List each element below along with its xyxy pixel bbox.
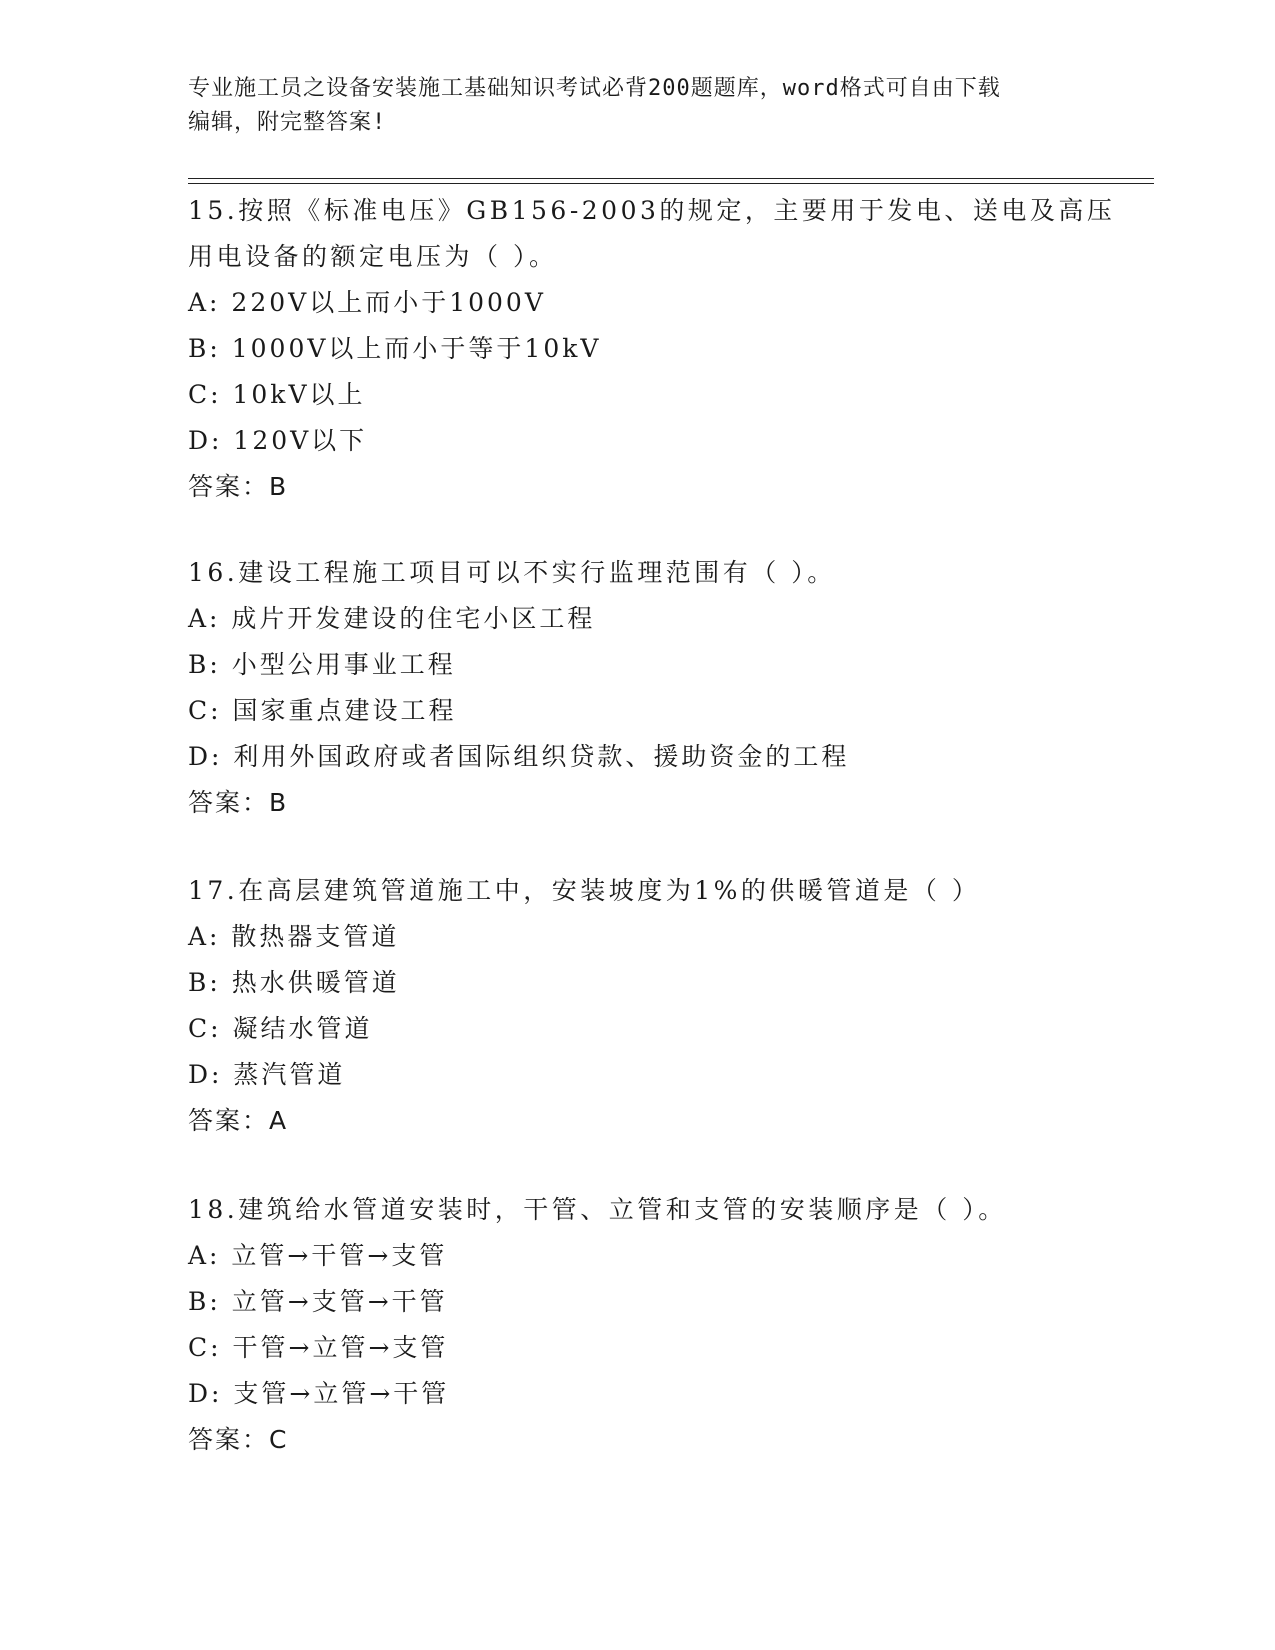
option-d: D: 支管→立管→干管 <box>188 1379 450 1408</box>
question-stem <box>188 550 1088 596</box>
header-divider-top <box>188 178 1154 179</box>
answer: 答案：B <box>188 788 289 817</box>
header-title-line-2: 编辑，附完整答案! <box>188 110 387 135</box>
question-stem <box>188 868 1088 914</box>
option-b: B: 1000V以上而小于等于10kV <box>188 334 602 363</box>
answer: 答案：C <box>188 1425 289 1454</box>
option-c: C: 10kV以上 <box>188 380 366 409</box>
option-c: C: 干管→立管→支管 <box>188 1333 449 1362</box>
option-b: B: 小型公用事业工程 <box>188 650 456 679</box>
option-a: A: 散热器支管道 <box>188 922 400 951</box>
question-15 <box>188 188 1116 510</box>
question-stem-line: 15.按照《标准电压》GB156-2003的规定，主要用于发电、送电及高压 <box>188 196 1116 225</box>
option-a: A: 成片开发建设的住宅小区工程 <box>188 604 596 633</box>
option-c: C: 凝结水管道 <box>188 1014 373 1043</box>
header-title-line-1: 专业施工员之设备安装施工基础知识考试必背200题题库，word格式可自由下载 <box>188 76 1001 101</box>
option-d: D: 蒸汽管道 <box>188 1060 346 1089</box>
question-stem-line: 18.建筑给水管道安装时，干管、立管和支管的安装顺序是（ ）。 <box>188 1195 1007 1224</box>
option-c: C: 国家重点建设工程 <box>188 696 457 725</box>
answer: 答案：A <box>188 1106 289 1135</box>
option-b: B: 热水供暖管道 <box>188 968 400 997</box>
option-b: B: 立管→支管→干管 <box>188 1287 448 1316</box>
option-d: D: 120V以下 <box>188 426 368 455</box>
header-divider-bottom <box>188 183 1154 184</box>
question-stem-line: 16.建设工程施工项目可以不实行监理范围有（ ）。 <box>188 558 836 587</box>
question-16 <box>188 550 1088 826</box>
document-header <box>188 72 1068 140</box>
option-d: D: 利用外国政府或者国际组织贷款、援助资金的工程 <box>188 742 850 771</box>
answer: 答案：B <box>188 472 289 501</box>
question-stem-line: 用电设备的额定电压为（ ）。 <box>188 242 558 271</box>
question-stem <box>188 1187 1088 1233</box>
question-17 <box>188 868 1088 1144</box>
option-a: A: 220V以上而小于1000V <box>188 288 546 317</box>
question-stem-line: 17.在高层建筑管道施工中，安装坡度为1%的供暖管道是（ ） <box>188 876 981 905</box>
question-18 <box>188 1187 1088 1463</box>
question-stem <box>188 188 1116 280</box>
option-a: A: 立管→干管→支管 <box>188 1241 448 1270</box>
